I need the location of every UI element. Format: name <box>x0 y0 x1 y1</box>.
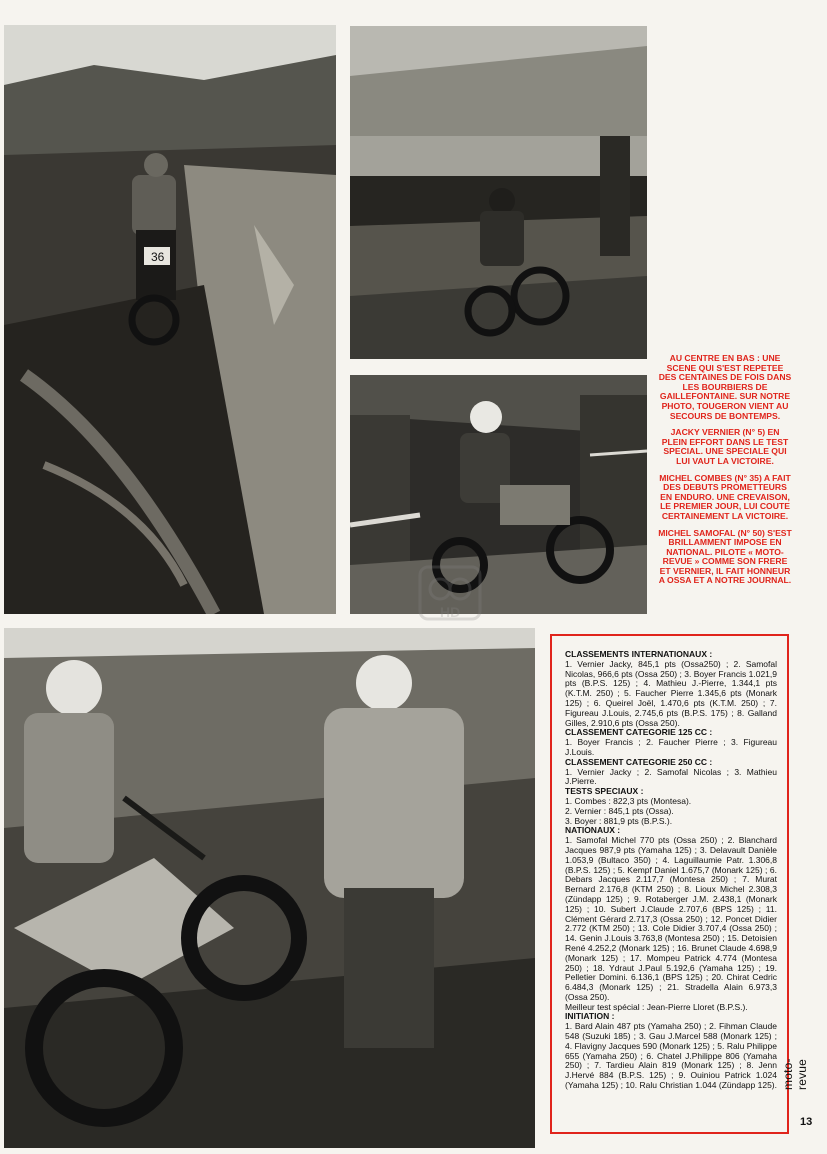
tests-line: 1. Combes : 822,3 pts (Montesa). <box>565 795 692 806</box>
init-heading: INITIATION : <box>565 1011 615 1022</box>
photo-rider-ditch-image <box>4 25 336 614</box>
cat125-results: 1. Boyer Francis ; 2. Faucher Pierre ; 3. Figureau J.Louis. <box>565 737 777 757</box>
cat125-heading: CLASSEMENT CATEGORIE 125 CC : <box>565 727 713 738</box>
page-number: 13 <box>800 1116 813 1128</box>
intl-results: 1. Vernier Jacky, 845,1 pts (Ossa250) ; 2. Samofal Nicolas, 966,6 pts (Ossa 250) ; 3. Boyer Francis 1.021,9 pts (B.P.S. 125) ; 4. Mathieu J.-Pierre, 1.344,1 pts (K.T.M. 250) ; 5. Faucher Pierre 1.345,6 pts (Monark 125) ; 6. Queirel Joël, 1.470,6 pts (K.T.M. 250) ; 7. Figureau J.Louis, 2.745,6 pts (B.P.S. 175) ; 8. Galland Gilles, 2.910,6 pts (Ossa 250). <box>565 658 777 728</box>
nat-results: 1. Samofal Michel 770 pts (Ossa 250) ; 2. Blanchard Jacques 987,9 pts (Yamaha 125) ; 3. Delavault Danièle 1.053,9 (Bultaco 350) ; 4. Laguillaumie Patr. 1.306,8 (B.P.S. 125) ; 5. Kempf Daniel 1.675,7 (Monark 125) ; 6. Debars Jacques 2.117,7 (Montesa 250) ; 7. Murat Bernard 2.176,8 (KTM 250) ; 8. Lioux Michel 2.308,3 (Zündapp 125) ; 9. Rotaberger J.M. 2.438,1 (Monark 125) ; 10. Subert J.Claude 2.707,6 (BPS 125) ; 11. Clément Gérard 2.717,3 (Ossa 250) ; 12. Poncet Didier 2.772 (KTM 250) ; 13. Cole Didier 3.707,4 (Ossa 250) ; 14. Genin J.Louis 3.763,8 (Montesa 250) ; 15. Detoisien René 4.252,2 (Monark 125) ; 16. Brunet Claude 4.698,9 (Monark 125) ; 17. Mompeu Patrick 4.774 (Montesa 250) ; 18. Ydraut J.Paul 5.192,6 (Yamaha 125) ; 19. Pelletier Domini. 6.136,1 (BPS 125) ; 20. Chirat Cedric 6.484,3 (Monark 125) ; 21. Stradella Alain 6.973,3 (Ossa 250). <box>565 835 777 1002</box>
nat-heading: NATIONAUX : <box>565 825 621 836</box>
tests-line: 3. Boyer : 881,9 pts (B.P.S.). <box>565 815 673 826</box>
watermark-logo <box>418 565 482 621</box>
photo-rider-ditch <box>4 25 336 614</box>
magazine-name: moto-revue <box>781 1058 809 1090</box>
tests-line: 2. Vernier : 845,1 pts (Ossa). <box>565 805 674 816</box>
photo-rider-white-helmet <box>350 375 647 614</box>
results-box <box>550 634 789 1134</box>
caption-vernier: JACKY VERNIER (N° 5) EN PLEIN EFFORT DANS LE TEST SPECIAL. UNE SPECIALE QUI LUI VAUT LA VICTOIRE. <box>661 427 789 466</box>
intl-heading: CLASSEMENTS INTERNATIONAUX : <box>565 649 713 659</box>
caption-combes: MICHEL COMBES (N° 35) A FAIT DES DEBUTS PROMETTEURS EN ENDURO. UNE CREVAISON, LE PREMIER JOUR, LUI COUTE CERTAINEMENT LA VICTOIRE. <box>659 472 791 521</box>
cat250-results: 1. Vernier Jacky ; 2. Samofal Nicolas ; 3. Mathieu J.Pierre. <box>565 766 777 787</box>
photo-captions <box>658 354 792 593</box>
photo-bog-rescue-image <box>4 628 535 1148</box>
photo-bog-rescue <box>4 628 535 1148</box>
init-results: 1. Bard Alain 487 pts (Yamaha 250) ; 2. Fihman Claude 548 (Suzuki 185) ; 3. Gau J.Marcel 588 (Monark 125) ; 4. Flavigny Jacques 590 (Monark 125) ; 5. Ralu Philippe 655 (Yamaha 250) ; 6. Chatel J.Philippe 806 (Yamaha 250) ; 7. Tardieu Alain 819 (Monark 125) ; 8. Jenn J.Hervé 884 (B.P.S. 125) ; 9. Ouiniou Patrick 1.024 (Yamaha 125) ; 10. Ralu Christian 1.044 (Zündapp 125). <box>565 1021 777 1091</box>
cat250-heading: CLASSEMENT CATEGORIE 250 CC : <box>565 756 713 767</box>
photo-rider-spectators-image <box>350 26 647 359</box>
photo-rider-white-helmet-image <box>350 375 647 614</box>
photo-rider-spectators <box>350 26 647 359</box>
caption-bog-scene: AU CENTRE EN BAS : UNE SCENE QUI S'EST REPETEE DES CENTAINES DE FOIS DANS LES BOURBIERS DE GAILLEFONTAINE. SUR NOTRE PHOTO, TOUGERON VIENT AU SECOURS DE BONTEMPS. <box>658 353 792 421</box>
nat-best-test: Meilleur test spécial : Jean-Pierre Lloret (B.P.S.). <box>565 1001 748 1012</box>
caption-samofal: MICHEL SAMOFAL (N° 50) S'EST BRILLAMMENT IMPOSE EN NATIONAL. PILOTE « MOTO-REVUE » COMME SON FRERE ET VERNIER, IL FAIT HONNEUR A OSSA ET A NOTRE JOURNAL. <box>658 527 792 586</box>
svg-text:36: 36 <box>151 250 165 264</box>
watermark-text: HD <box>440 604 461 620</box>
tests-heading: TESTS SPECIAUX : <box>565 786 644 797</box>
